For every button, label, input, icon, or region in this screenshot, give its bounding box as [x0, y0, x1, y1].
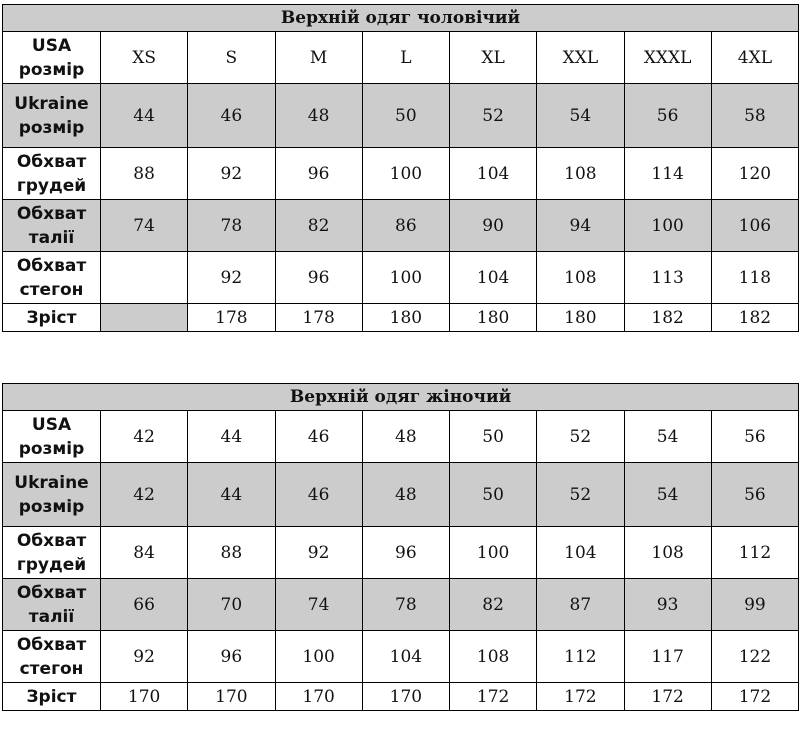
size-cell: 74	[275, 579, 362, 631]
row-label-line: Обхват	[16, 530, 87, 551]
size-cell: 54	[624, 463, 711, 527]
size-cell	[101, 304, 188, 332]
row-label-line: талії	[28, 227, 75, 248]
size-cell: 44	[101, 84, 188, 148]
size-cell: 93	[624, 579, 711, 631]
size-cell: 44	[188, 411, 275, 463]
size-cell: 54	[537, 84, 624, 148]
size-cell: 78	[188, 200, 275, 252]
size-cell: S	[188, 32, 275, 84]
row-label	[3, 84, 101, 148]
row-label-line: Обхват	[16, 634, 87, 655]
row-label-line: USA	[31, 35, 72, 56]
row-label-line: Обхват	[16, 582, 87, 603]
size-cell: 46	[188, 84, 275, 148]
size-cell: 100	[450, 527, 537, 579]
size-cell: 180	[537, 304, 624, 332]
row-label	[3, 527, 101, 579]
size-cell: 48	[275, 84, 362, 148]
size-cell: XL	[450, 32, 537, 84]
size-cell: 48	[362, 463, 449, 527]
size-cell: L	[362, 32, 449, 84]
row-label	[3, 252, 101, 304]
size-cell: 170	[275, 683, 362, 711]
women-outerwear-table	[2, 383, 799, 711]
size-cell: 88	[188, 527, 275, 579]
row-label-line: Ukraine	[14, 93, 89, 114]
size-cell: 82	[275, 200, 362, 252]
size-cell: 96	[362, 527, 449, 579]
row-label-line: Обхват	[16, 203, 87, 224]
table-row	[3, 84, 799, 148]
size-cell: XS	[101, 32, 188, 84]
table-row	[3, 200, 799, 252]
size-cell: 100	[624, 200, 711, 252]
size-cell: 100	[362, 148, 449, 200]
size-cell: 82	[450, 579, 537, 631]
size-cell: 178	[188, 304, 275, 332]
row-label	[3, 148, 101, 200]
size-cell: 46	[275, 463, 362, 527]
row-label-line: Зріст	[26, 686, 77, 707]
size-cell: XXL	[537, 32, 624, 84]
men-outerwear-table	[2, 4, 799, 332]
table-title: Верхній одяг чоловічий	[3, 5, 799, 32]
size-cell: 92	[275, 527, 362, 579]
row-label-line: розмір	[18, 496, 85, 517]
size-cell: 87	[537, 579, 624, 631]
row-label-line: грудей	[16, 175, 87, 196]
size-cell: 112	[537, 631, 624, 683]
size-cell: 92	[101, 631, 188, 683]
size-cell: 99	[711, 579, 798, 631]
table-row	[3, 683, 799, 711]
size-cell: 104	[537, 527, 624, 579]
size-cell: 44	[188, 463, 275, 527]
size-cell: 84	[101, 527, 188, 579]
size-cell: 100	[275, 631, 362, 683]
size-cell: 96	[275, 148, 362, 200]
row-label	[3, 411, 101, 463]
size-cell: 50	[450, 463, 537, 527]
size-cell: 172	[624, 683, 711, 711]
size-cell: 56	[711, 411, 798, 463]
size-cell: 100	[362, 252, 449, 304]
size-cell: 86	[362, 200, 449, 252]
size-cell: 54	[624, 411, 711, 463]
size-cell: 42	[101, 411, 188, 463]
row-label	[3, 304, 101, 332]
table-row	[3, 148, 799, 200]
size-cell	[101, 252, 188, 304]
row-label-line: USA	[31, 414, 72, 435]
size-cell: 78	[362, 579, 449, 631]
size-cell: 170	[101, 683, 188, 711]
row-label-line: стегон	[19, 279, 84, 300]
size-cell: 104	[362, 631, 449, 683]
size-cell: 52	[450, 84, 537, 148]
size-cell: 96	[188, 631, 275, 683]
size-cell: 112	[711, 527, 798, 579]
table-row	[3, 252, 799, 304]
size-cell: 58	[711, 84, 798, 148]
row-label	[3, 463, 101, 527]
size-cell: 104	[450, 252, 537, 304]
size-cell: 108	[624, 527, 711, 579]
row-label-line: Обхват	[16, 255, 87, 276]
row-label-line: грудей	[16, 554, 87, 575]
size-cell: 50	[450, 411, 537, 463]
size-cell: 96	[275, 252, 362, 304]
size-cell: 108	[537, 252, 624, 304]
table-row	[3, 579, 799, 631]
size-cell: 90	[450, 200, 537, 252]
size-cell: 178	[275, 304, 362, 332]
size-cell: 170	[188, 683, 275, 711]
row-label-line: талії	[28, 606, 75, 627]
size-cell: 94	[537, 200, 624, 252]
size-cell: 117	[624, 631, 711, 683]
size-cell: 113	[624, 252, 711, 304]
size-cell: 114	[624, 148, 711, 200]
size-cell: 182	[711, 304, 798, 332]
size-cell: 92	[188, 252, 275, 304]
row-label	[3, 683, 101, 711]
size-cell: 108	[450, 631, 537, 683]
table-row	[3, 32, 799, 84]
size-cell: 180	[362, 304, 449, 332]
size-cell: 42	[101, 463, 188, 527]
table-row	[3, 527, 799, 579]
size-cell: 56	[624, 84, 711, 148]
size-cell: 180	[450, 304, 537, 332]
table-title: Верхній одяг жіночий	[3, 384, 799, 411]
size-cell: 48	[362, 411, 449, 463]
size-cell: 52	[537, 411, 624, 463]
row-label-line: розмір	[18, 117, 85, 138]
table-row	[3, 631, 799, 683]
row-label	[3, 631, 101, 683]
row-label-line: розмір	[18, 438, 85, 459]
size-cell: 120	[711, 148, 798, 200]
size-cell: 104	[450, 148, 537, 200]
size-cell: 106	[711, 200, 798, 252]
size-cell: M	[275, 32, 362, 84]
size-cell: 56	[711, 463, 798, 527]
size-cell: 182	[624, 304, 711, 332]
size-cell: 70	[188, 579, 275, 631]
size-cell: 74	[101, 200, 188, 252]
size-cell: 172	[537, 683, 624, 711]
row-label	[3, 32, 101, 84]
row-label-line: стегон	[19, 658, 84, 679]
row-label-line: Зріст	[26, 307, 77, 328]
size-cell: 170	[362, 683, 449, 711]
row-label-line: Обхват	[16, 151, 87, 172]
size-cell: 52	[537, 463, 624, 527]
size-cell: 92	[188, 148, 275, 200]
size-cell: 172	[450, 683, 537, 711]
row-label-line: розмір	[18, 59, 85, 80]
table-row	[3, 411, 799, 463]
row-label	[3, 200, 101, 252]
row-label	[3, 579, 101, 631]
table-row	[3, 304, 799, 332]
size-cell: 4XL	[711, 32, 798, 84]
size-cell: 88	[101, 148, 188, 200]
size-cell: 122	[711, 631, 798, 683]
size-cell: XXXL	[624, 32, 711, 84]
size-cell: 66	[101, 579, 188, 631]
table-row	[3, 463, 799, 527]
row-label-line: Ukraine	[14, 472, 89, 493]
size-cell: 46	[275, 411, 362, 463]
size-cell: 118	[711, 252, 798, 304]
size-cell: 50	[362, 84, 449, 148]
size-cell: 108	[537, 148, 624, 200]
size-cell: 172	[711, 683, 798, 711]
